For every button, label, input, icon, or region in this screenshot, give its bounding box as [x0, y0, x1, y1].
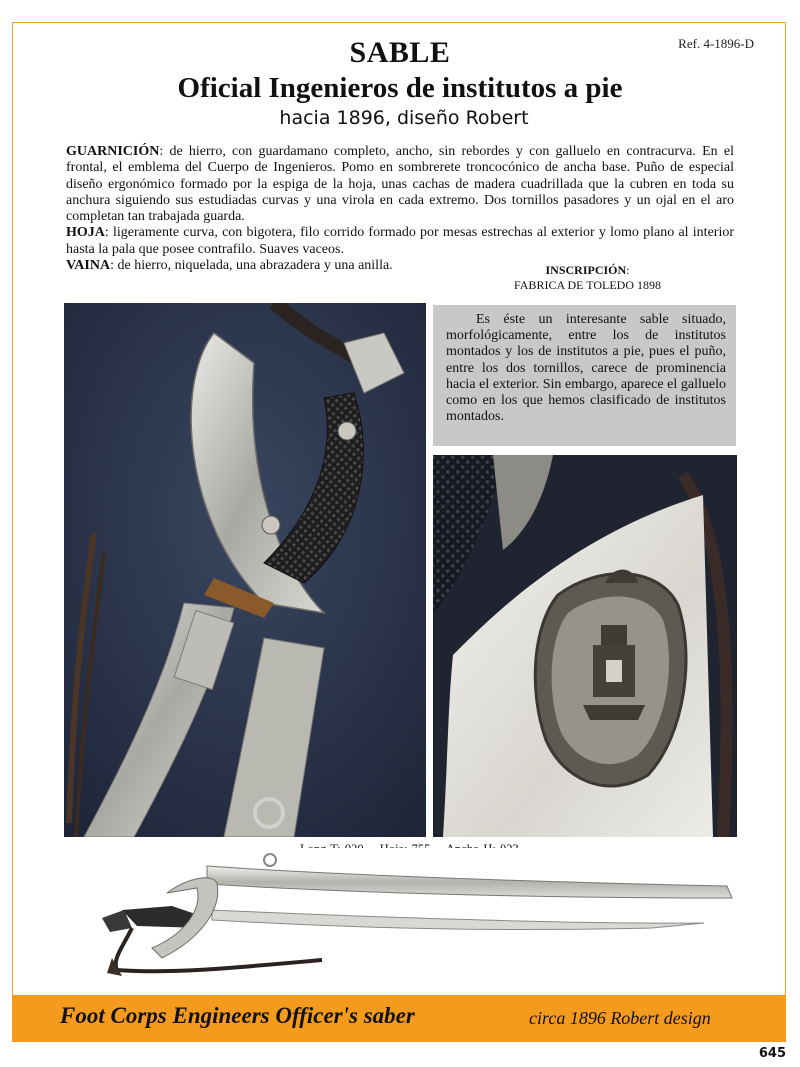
inscription-text: FABRICA DE TOLEDO 1898 [513, 278, 661, 292]
inscription-label: INSCRIPCIÓN [545, 263, 627, 277]
description-block [66, 144, 734, 274]
guarnicion-text: : de hierro, con guardamano completo, ancho, sin rebordes y con galluelo en contracurva. En el frontal, el emblema del Cuerpo de Ingenieros. Pomo en sombrerete troncocónico de ancha base. Puño de especial diseño ergonómico formado por la espiga de la hoja, unas cachas de madera cuadrillada que la cubren en toda su anchura siguiendo sus estudiadas curvas y una virola en cada extremo. Dos tornillos pasadores y un ojal en el aro completan tan trabajada guarda. [66, 144, 734, 225]
note-box: Es éste un interesante sable situado, morfológicamente, entre los de institutos montados y los de institutos a pie, pues el puño, entre los dos tornillos, carece de prominencia hacia el exterior. Sin embargo, aparece el galluelo como en los que hemos clasificado de institutos montados. [433, 305, 736, 446]
guarnicion-paragraph [66, 144, 734, 225]
hoja-paragraph [66, 225, 734, 258]
page-title: SABLE [349, 36, 451, 69]
inscription-block: INSCRIPCIÓN: FABRICA DE TOLEDO 1898 [500, 263, 675, 293]
english-subtitle: circa 1896 Robert design [529, 1008, 711, 1028]
hilt-photo [64, 303, 426, 837]
reference-code: Ref. 4-1896-D [678, 36, 754, 51]
page-title-line2: Oficial Ingenieros de institutos a pie [177, 72, 623, 104]
footer-banner [12, 995, 786, 1042]
english-title: Foot Corps Engineers Officer's saber [60, 1003, 415, 1028]
full-saber-photo [92, 848, 742, 983]
page-subtitle: hacia 1896, diseño Robert [279, 107, 529, 129]
hoja-label: HOJA [66, 225, 105, 241]
vaina-text: : de hierro, niquelada, una abrazadera y una anilla. [110, 258, 393, 274]
emblem-photo [433, 455, 737, 837]
vaina-label: VAINA [66, 258, 111, 274]
guarnicion-label: GUARNICIÓN [66, 144, 160, 159]
page-number: 645 [758, 1046, 786, 1061]
hoja-text: : ligeramente curva, con bigotera, filo corrido formado por mesas estrechas al exterior y lomo plano al interior hasta la pala que posee contrafilo. Suaves vaceos. [66, 225, 734, 257]
